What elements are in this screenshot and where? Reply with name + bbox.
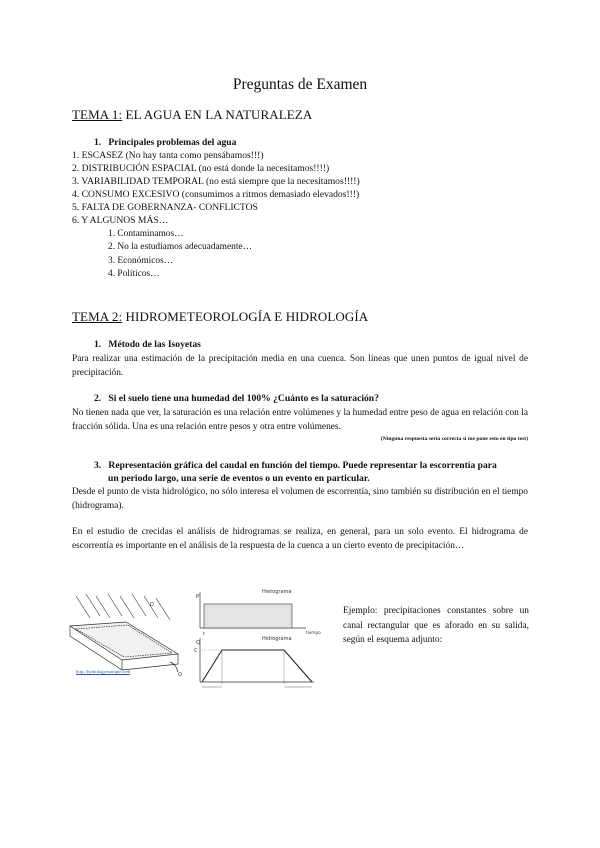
- tema2-q2-note: (Ninguna respuesta sería correcta si me pone esto en tipo test): [380, 436, 528, 442]
- tema2-q1-title: Método de las Isoyetas: [108, 339, 201, 350]
- tema2-label: TEMA 2:: [72, 309, 123, 324]
- tema2-q2-heading: [94, 393, 379, 404]
- tema2-q1-answer: Para realizar una estimación de la precipitación media en una cuenca. Son líneas que unen puntos de igual nivel de precipitación.: [72, 354, 528, 378]
- c-label: C: [194, 648, 198, 654]
- channel-drawing-icon: [70, 622, 178, 672]
- q-outflow-label: Q: [178, 672, 182, 678]
- tema2-q2-title: Si el suelo tiene una humedad del 100% ¿Cuánto es la saturación?: [108, 393, 379, 404]
- tema1-title: EL AGUA EN LA NATURALEZA: [125, 107, 313, 122]
- page-title: Preguntas de Examen: [232, 76, 368, 93]
- problem-item: 2. DISTRIBUCIÓN ESPACIAL (no está donde la necesitamos!!!!): [72, 163, 330, 174]
- tema2-q1-heading: [94, 339, 201, 350]
- t-label: t: [203, 632, 205, 637]
- tema2-q3-heading: [94, 459, 528, 485]
- tema1-q1-heading: [94, 137, 236, 148]
- problem-subitem: 4. Políticos…: [108, 269, 160, 279]
- tema2-heading: [72, 309, 368, 325]
- problem-item: 4. CONSUMO EXCESIVO (consumimos a ritmos demasiado elevados!!!): [72, 189, 360, 200]
- hidrograma-chart: [194, 636, 314, 687]
- d-label: D: [150, 602, 154, 608]
- tema1-q1-title: Principales problemas del agua: [108, 137, 237, 148]
- hietograma-label: Hietograma: [262, 589, 292, 595]
- source-link[interactable]: http://hydrologyexample.web: [76, 669, 131, 674]
- hidrograma-label: Hidrograma: [262, 636, 292, 642]
- problem-subitem: 3. Económicos…: [108, 256, 174, 266]
- q-axis-label: Q: [196, 640, 201, 646]
- tema2-q3-title: Representación gráfica del caudal en función del tiempo. Puede representar la escorrentía para: [108, 460, 497, 471]
- tema1-q1-number: 1.: [94, 137, 102, 148]
- tema2-q3-answer: Desde el punto de vista hidrológico, no sólo interesa el volumen de escorrentía, sino también su distribución en el tiempo (hidrograma).: [72, 487, 528, 511]
- problem-item: 5. FALTA DE GOBERNANZA- CONFLICTOS: [72, 202, 258, 213]
- tema2-q3-answer-2: En el estudio de crecidas el análisis de hidrogramas se realiza, en general, para un solo evento. El hidrograma de escorrentía es importante en el análisis de la respuesta de la cuenca a un cierto evento de precipitación…: [72, 527, 528, 551]
- rain-arrows-icon: [76, 594, 170, 620]
- tema2-q3-title-cont: un periodo largo, una serie de eventos o un evento en particular.: [108, 473, 370, 484]
- hietograma-chart: [196, 589, 321, 637]
- tema2-q3-number: 3.: [94, 460, 102, 471]
- tema2-q2-number: 2.: [94, 393, 102, 404]
- tema1-label: TEMA 1:: [72, 107, 123, 122]
- example-text: Ejemplo: precipitaciones constantes sobre un canal rectangular que es aforado en su salida, según el esquema adjunto:: [343, 606, 529, 645]
- problem-item: 3. VARIABILIDAD TEMPORAL (no está siempre que la necesitamos!!!!): [72, 176, 360, 187]
- hydrograph-figure: [66, 584, 336, 694]
- tema1-heading: [72, 107, 312, 123]
- tema2-title: HIDROMETEOROLOGÍA E HIDROLOGÍA: [125, 309, 369, 324]
- problem-subitem: 1. Contaminamos…: [108, 229, 184, 239]
- problem-item: 6. Y ALGUNOS MÁS…: [72, 215, 169, 226]
- tiempo-label: tiempo: [306, 630, 321, 635]
- problem-subitem: 2. No la estudiamos adecuadamente…: [108, 242, 252, 252]
- tema2-q1-number: 1.: [94, 339, 102, 350]
- problem-item: 1. ESCASEZ (No hay tanta como pensábamos!!!): [72, 150, 264, 161]
- tema2-q2-answer: No tienen nada que ver, la saturación es una relación entre volúmenes y la humedad entre peso de agua en relación con la fracción sólida. Una es una relación entre pesos y otra entre volúmenes.: [72, 408, 528, 432]
- p-axis-label: P: [196, 594, 200, 600]
